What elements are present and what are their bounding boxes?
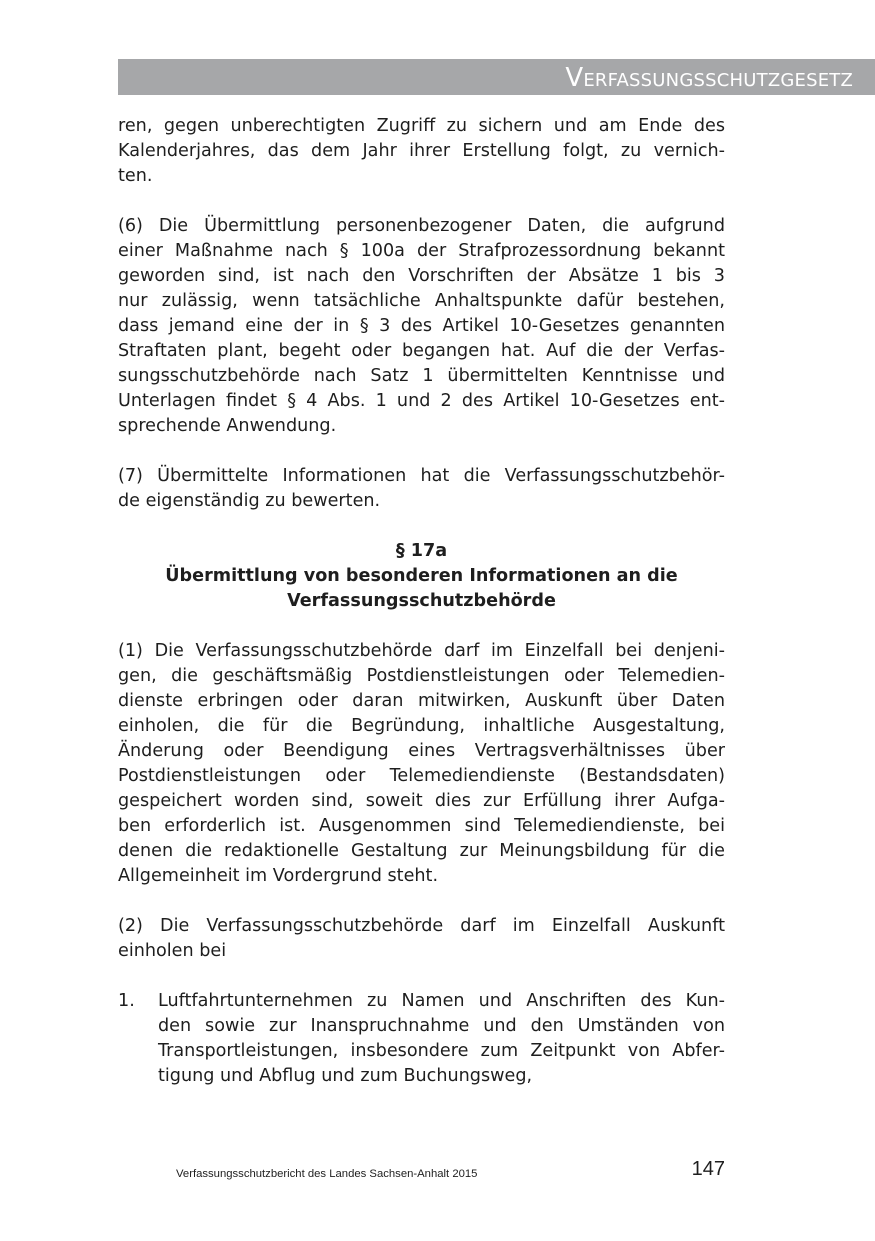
section-paragraph-1 (118, 639, 725, 889)
text-line: Allgemeinheit im Vordergrund steht. (118, 866, 439, 886)
text-line: dienste erbringen oder daran mitwirken, Auskunft über Daten (118, 691, 725, 711)
text-line: Unterlagen findet § 4 Abs. 1 und 2 des Artikel 10-Gesetzes ent- (118, 391, 725, 411)
text-line: einholen bei (118, 941, 227, 961)
text-line: dass jemand eine der in § 3 des Artikel 10-Gesetzes genannten (118, 316, 725, 336)
section-title-line-1: Übermittlung von besonderen Informationen an die (165, 566, 678, 586)
footer-publication-title: Verfassungsschutzbericht des Landes Sachsen-Anhalt 2015 (176, 1168, 478, 1180)
text-line: (7) Übermittelte Informationen hat die Verfassungsschutzbehör- (118, 466, 725, 486)
text-line: (1) Die Verfassungsschutzbehörde darf im Einzelfall bei denjeni- (118, 641, 725, 661)
text-line: (6) Die Übermittlung personenbezogener Daten, die aufgrund (118, 216, 725, 236)
text-line: gen, die geschäftsmäßig Postdienstleistungen oder Telemedien- (118, 666, 725, 686)
list-item (118, 989, 725, 1089)
text-line: denen die redaktionelle Gestaltung zur Meinungsbildung für die (118, 841, 725, 861)
text-line: ten. (118, 166, 153, 186)
list-item-number: 1. (118, 991, 135, 1011)
section-number: § 17a (395, 541, 448, 561)
text-line: sprechende Anwendung. (118, 416, 337, 436)
running-header-title: Verfassungsschutzgesetz (565, 63, 853, 93)
page-content (118, 114, 725, 1089)
section-title-line-2: Verfassungsschutzbehörde (287, 591, 556, 611)
text-line: einer Maßnahme nach § 100a der Strafprozessordnung bekannt (118, 241, 725, 261)
paragraph-6 (118, 214, 725, 439)
text-line: den sowie zur Inanspruchnahme und den Umständen von (158, 1016, 725, 1036)
text-line: Postdienstleistungen oder Telemediendienste (Bestandsdaten) (118, 766, 725, 786)
text-line: nur zulässig, wenn tatsächliche Anhaltspunkte dafür bestehen, (118, 291, 725, 311)
text-line: geworden sind, ist nach den Vorschriften der Absätze 1 bis 3 (118, 266, 725, 286)
text-line: Luftfahrtunternehmen zu Namen und Anschriften des Kun- (158, 991, 725, 1011)
paragraph-continuation (118, 114, 725, 189)
list-item-text (158, 989, 725, 1089)
section-paragraph-2 (118, 914, 725, 964)
text-line: Änderung oder Beendigung eines Vertragsverhältnisses über (118, 741, 725, 761)
text-line: (2) Die Verfassungsschutzbehörde darf im Einzelfall Auskunft (118, 916, 725, 936)
section-heading (118, 539, 725, 614)
text-line: Transportleistungen, insbesondere zum Zeitpunkt von Abfer- (158, 1041, 725, 1061)
text-line: tigung und Abflug und zum Buchungsweg, (158, 1066, 533, 1086)
text-line: Straftaten plant, begeht oder begangen hat. Auf die der Verfas- (118, 341, 725, 361)
text-line: ren, gegen unberechtigten Zugriff zu sichern und am Ende des (118, 116, 725, 136)
text-line: gespeichert worden sind, soweit dies zur Erfüllung ihrer Aufga- (118, 791, 725, 811)
text-line: ben erforderlich ist. Ausgenommen sind Telemediendienste, bei (118, 816, 725, 836)
paragraph-7 (118, 464, 725, 514)
running-header-bar (118, 59, 875, 95)
text-line: de eigenständig zu bewerten. (118, 491, 381, 511)
text-line: einholen, die für die Begründung, inhaltliche Ausgestaltung, (118, 716, 725, 736)
text-line: Kalenderjahres, das dem Jahr ihrer Erstellung folgt, zu vernich- (118, 141, 725, 161)
page-number: 147 (691, 1158, 725, 1180)
text-line: sungsschutzbehörde nach Satz 1 übermittelten Kenntnisse und (118, 366, 725, 386)
